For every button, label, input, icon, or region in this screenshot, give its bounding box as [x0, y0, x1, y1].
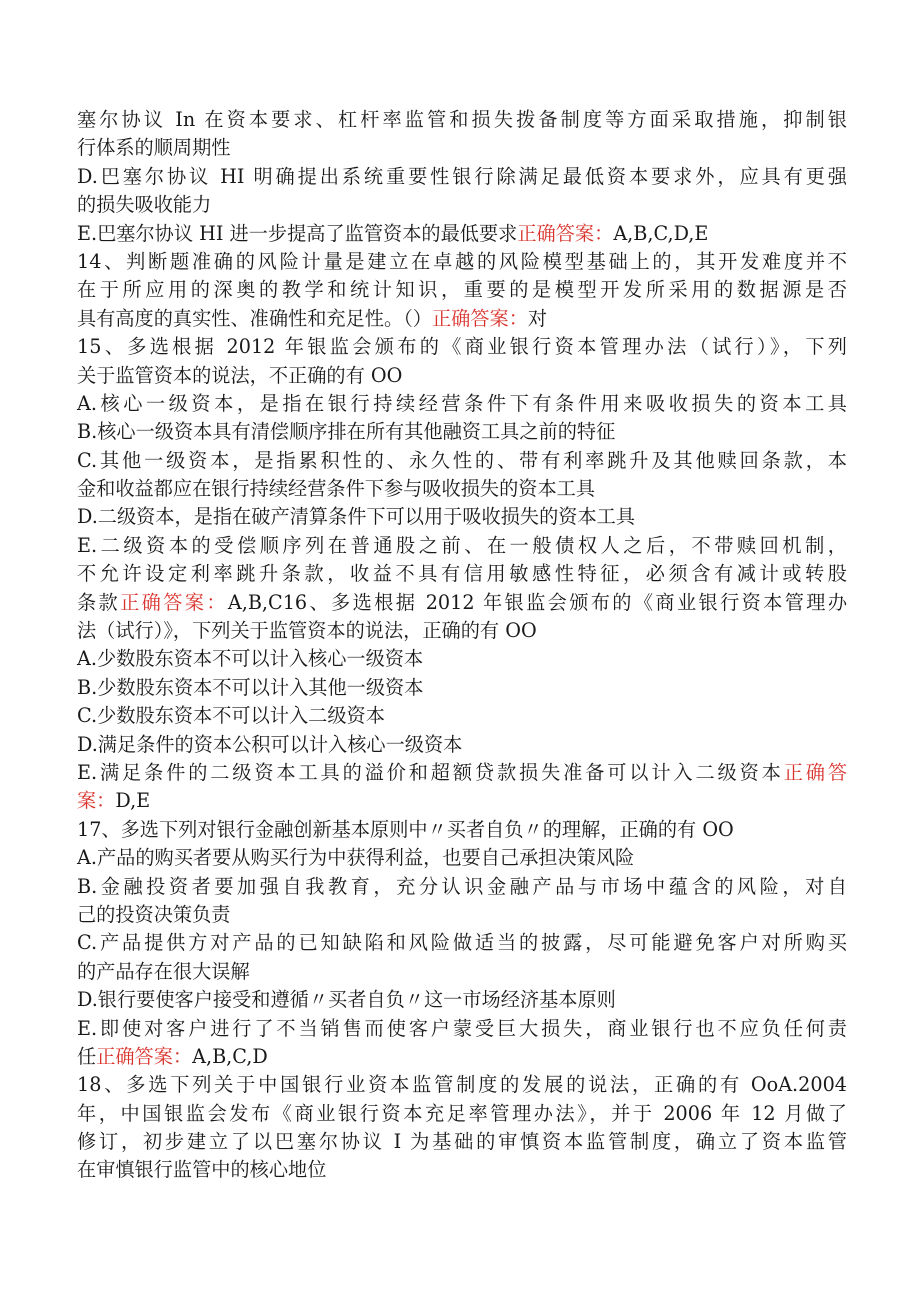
text-segment: D,E [115, 789, 151, 813]
text-line [77, 362, 847, 390]
text-line [77, 305, 847, 333]
text-line [77, 787, 847, 815]
text-segment: B.少数股东资本不可以计入其他一级资本 [77, 675, 424, 699]
text-line [77, 617, 847, 645]
text-line [77, 418, 847, 446]
text-line [77, 816, 847, 844]
text-segment: 对 [527, 306, 548, 330]
answer-label: 正确答案： [96, 1044, 193, 1068]
text-segment: 条款 [77, 590, 121, 614]
text-segment: 不允许设定利率跳升条款，收益不具有信用敏感性特征，必须含有减计或转股 [77, 562, 847, 586]
text-line [77, 901, 847, 929]
document-body [77, 106, 847, 1185]
text-segment: C.产品提供方对产品的已知缺陷和风险做适当的披露，尽可能避免客户对所购买 [77, 931, 847, 955]
text-segment: D.满足条件的资本公积可以计入核心一级资本 [77, 732, 463, 756]
text-line [77, 447, 847, 475]
text-segment: 的损失吸收能力 [77, 193, 212, 217]
text-segment: A.少数股东资本不可以计入核心一级资本 [77, 647, 424, 671]
text-line [77, 276, 847, 304]
text-line [77, 560, 847, 588]
text-segment: 任 [77, 1044, 97, 1068]
answer-label: 正确答 [783, 760, 848, 784]
answer-label: 正确答案： [431, 306, 528, 330]
answer-label: 正确答案： [517, 221, 614, 245]
text-segment: B.金融投资者要加强自我教育，充分认识金融产品与市场中蕴含的风险，对自 [77, 874, 847, 898]
text-line [77, 475, 847, 503]
text-line [77, 390, 847, 418]
text-segment: E.巴塞尔协议 HI 进一步提高了监管资本的最低要求 [77, 221, 518, 245]
text-segment: E.即使对客户进行了不当销售而使客户蒙受巨大损失，商业银行也不应负任何责 [77, 1016, 847, 1040]
text-line [77, 844, 847, 872]
text-segment: B.核心一级资本具有清偿顺序排在所有其他融资工具之前的特征 [77, 420, 616, 444]
text-line [77, 1100, 847, 1128]
text-line [77, 873, 847, 901]
text-line [77, 191, 847, 219]
text-segment: 的产品存在很大误解 [77, 959, 250, 983]
text-segment: 14、判断题准确的风险计量是建立在卓越的风险模型基础上的，其开发难度并不 [77, 249, 847, 273]
text-segment: D.巴塞尔协议 HI 明确提出系统重要性银行除满足最低资本要求外，应具有更强 [77, 164, 847, 188]
text-line [77, 134, 847, 162]
text-segment: E.二级资本的受偿顺序列在普通股之前、在一般债权人之后，不带赎回机制， [77, 533, 847, 557]
text-segment: 法（试行）》，下列关于监管资本的说法，正确的有 OO [77, 619, 537, 643]
text-line [77, 986, 847, 1014]
text-line [77, 674, 847, 702]
text-line [77, 731, 847, 759]
text-segment: 在于所应用的深奥的教学和统计知识，重要的是模型开发所采用的数据源是否 [77, 278, 847, 302]
text-line [77, 759, 847, 787]
text-segment: 修订，初步建立了以巴塞尔协议 I 为基础的审慎资本监管制度，确立了资本监管 [77, 1130, 847, 1154]
text-segment: E.满足条件的二级资本工具的溢价和超额贷款损失准备可以计入二级资本 [77, 760, 784, 784]
text-segment: 15、多选根据 2012 年银监会颁布的《商业银行资本管理办法（试行）》，下列 [77, 335, 847, 359]
text-line [77, 220, 847, 248]
text-line [77, 532, 847, 560]
text-segment: 塞尔协议 In 在资本要求、杠杆率监管和损失拨备制度等方面采取措施，抑制银 [77, 108, 847, 131]
text-segment: A,B,C,D,E [613, 221, 709, 245]
text-line [77, 1156, 847, 1184]
text-line [77, 1015, 847, 1043]
text-segment: 行体系的顺周期性 [77, 136, 231, 160]
text-segment: D.二级资本，是指在破产清算条件下可以用于吸收损失的资本工具 [77, 505, 636, 529]
text-line [77, 333, 847, 361]
text-segment: 18、多选下列关于中国银行业资本监管制度的发展的说法，正确的有 OoA.2004 [77, 1073, 847, 1097]
text-line [77, 645, 847, 673]
text-line [77, 503, 847, 531]
answer-label: 案： [77, 789, 116, 813]
text-segment: 己的投资决策负责 [77, 902, 231, 926]
text-line [77, 248, 847, 276]
text-segment: 金和收益都应在银行持续经营条件下参与吸收损失的资本工具 [77, 477, 596, 501]
text-segment: A,B,C16、多选根据 2012 年银监会颁布的《商业银行资本管理办 [227, 590, 848, 614]
text-segment: A.产品的购买者要从购买行为中获得利益，也要自己承担决策风险 [77, 846, 635, 870]
text-line [77, 589, 847, 617]
text-segment: 17、多选下列对银行金融创新基本原则中〃买者自负〃的理解，正确的有 OO [77, 817, 734, 841]
text-segment: 具有高度的真实性、准确性和充足性。（） [77, 306, 432, 330]
text-line [77, 702, 847, 730]
text-segment: 在审慎银行监管中的核心地位 [77, 1158, 327, 1182]
text-line [77, 163, 847, 191]
text-segment: C.其他一级资本，是指累积性的、永久性的、带有利率跳升及其他赎回条款，本 [77, 448, 847, 472]
text-segment: 关于监管资本的说法，不正确的有 OO [77, 363, 403, 387]
text-line [77, 1043, 847, 1071]
text-segment: D.银行要使客户接受和遵循〃买者自负〃这一市场经济基本原则 [77, 988, 616, 1012]
answer-label: 正确答案： [120, 590, 228, 614]
text-segment: A.核心一级资本，是指在银行持续经营条件下有条件用来吸收损失的资本工具 [77, 391, 847, 415]
text-line [77, 1071, 847, 1099]
text-line [77, 929, 847, 957]
text-segment: C.少数股东资本不可以计入二级资本 [77, 704, 385, 728]
text-line [77, 1128, 847, 1156]
text-segment: 年，中国银监会发布《商业银行资本充足率管理办法》，并于 2006 年 12 月做了 [77, 1101, 847, 1125]
text-line [77, 106, 847, 134]
text-segment: A,B,C,D [192, 1044, 268, 1068]
text-line [77, 958, 847, 986]
